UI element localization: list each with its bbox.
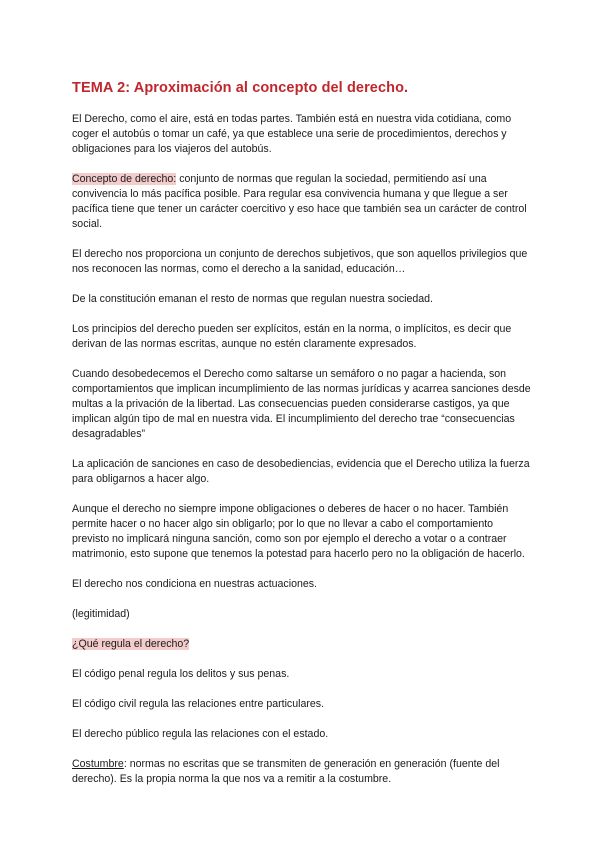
- costumbre-definition: : normas no escritas que se transmiten de generación en generación (fuente del derecho). Es la propia norma la que nos va a remitir a la costumbre.: [72, 758, 500, 785]
- paragraph-que-regula: [72, 637, 532, 652]
- paragraph-desobediencia: Cuando desobedecemos el Derecho como saltarse un semáforo o no pagar a hacienda, son comportamientos que implican incumplimiento de las normas jurídicas y acarrea sanciones desde multas a la privación de la libertad. Las consecuencias pueden considerarse castigos, ya que implican algún tipo de mal en nuestra vida. El incumplimiento del derecho trae “consecuencias desagradables”: [72, 368, 531, 440]
- underlined-term-costumbre: Costumbre: [72, 758, 124, 770]
- paragraph-codigo-penal: El código penal regula los delitos y sus penas.: [72, 668, 290, 680]
- paragraph-sanciones: La aplicación de sanciones en caso de desobediencias, evidencia que el Derecho utiliza la fuerza para obligarnos a hacer algo.: [72, 458, 530, 485]
- highlighted-question: ¿Qué regula el derecho?: [72, 638, 190, 650]
- paragraph-principios: Los principios del derecho pueden ser explícitos, están en la norma, o implícitos, es decir que derivan de las normas escritas, aunque no estén claramente expresados.: [72, 323, 512, 350]
- paragraph-codigo-civil: El código civil regula las relaciones entre particulares.: [72, 698, 325, 710]
- document-page: [72, 80, 532, 802]
- paragraph-legitimidad: (legitimidad): [72, 608, 130, 620]
- document-title: TEMA 2: Aproximación al concepto del derecho.: [72, 80, 409, 96]
- paragraph-condiciona: El derecho nos condiciona en nuestras actuaciones.: [72, 578, 317, 590]
- paragraph-derecho-publico: El derecho público regula las relaciones con el estado.: [72, 728, 329, 740]
- concepto-definition: conjunto de normas que regulan la sociedad, permitiendo así una convivencia lo más pacífica posible. Para regular esa convivencia humana y que llegue a ser pacífica tiene que tener un carácter coercitivo y eso hace que también sea un carácter de control social.: [72, 173, 527, 230]
- paragraph-derechos-subjetivos: El derecho nos proporciona un conjunto de derechos subjetivos, que son aquellos privilegios que nos reconocen las normas, como el derecho a la sanidad, educación…: [72, 248, 528, 275]
- paragraph-obligaciones: Aunque el derecho no siempre impone obligaciones o deberes de hacer o no hacer. También permite hacer o no hacer algo sin obligarlo; por lo que no llevar a cabo el comportamiento previsto no implicará ninguna sanción, como son por ejemplo el derecho a votar o a contraer matrimonio, esto supone que tenemos la potestad para hacerlo pero no la obligación de hacerlo.: [72, 503, 525, 560]
- paragraph-concepto: [72, 172, 532, 232]
- highlighted-term-concepto: Concepto de derecho:: [72, 173, 177, 185]
- paragraph-constitucion: De la constitución emanan el resto de normas que regulan nuestra sociedad.: [72, 293, 433, 305]
- paragraph-intro: El Derecho, como el aire, está en todas partes. También está en nuestra vida cotidiana, como coger el autobús o tomar un café, ya que establece una serie de procedimientos, derechos y obligaciones para los viajeros del autobús.: [72, 113, 512, 155]
- paragraph-costumbre: [72, 757, 532, 787]
